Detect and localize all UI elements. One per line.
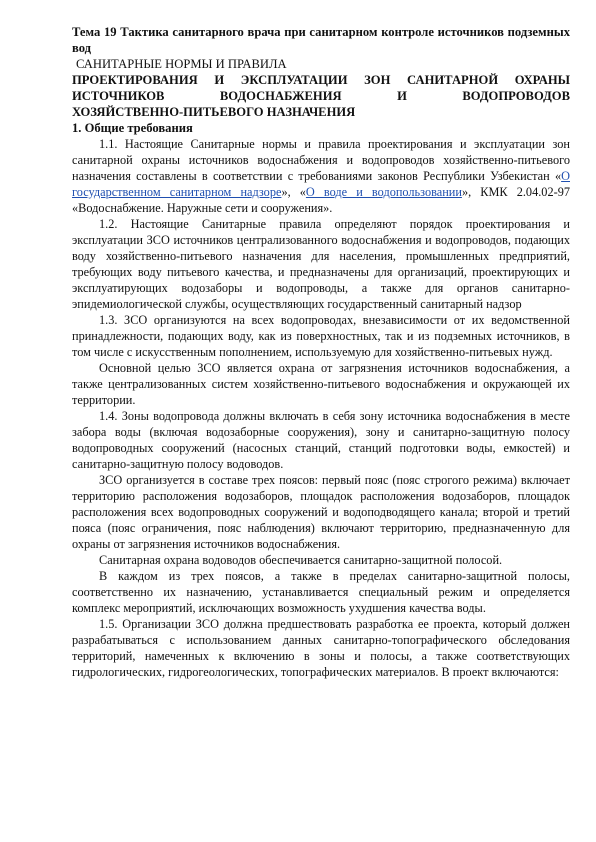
paragraph-three-belts: ЗСО организуется в составе трех поясов: первый пояс (пояс строгого режима) включает территорию расположения водозаборов, площадок расположения водозаборов, площадок расположения всех водопроводных сооружений и водоподводящего канала; второй и третий пояса (пояс ограничения, пояс наблюдения) включают территорию, предназначенную для охраны от загрязнения источников водоснабжения.	[72, 473, 570, 551]
paragraph-water-conduit-protection: Санитарная охрана водоводов обеспечивается санитарно-защитной полосой.	[99, 553, 503, 567]
paragraph-special-regime: В каждом из трех поясов, а также в пределах санитарно-защитной полосы, соответственно их назначению, устанавливается специальный режим и определяется комплекс мероприятий, исключающих возможность ухудшения качества воды.	[72, 569, 570, 615]
document-heading-continued: ХОЗЯЙСТВЕННО-ПИТЬЕВОГО НАЗНАЧЕНИЯ	[72, 105, 356, 119]
law-link-water-use[interactable]: О воде и водопользовании	[305, 185, 462, 199]
section-title: 1. Общие требования	[72, 121, 193, 135]
paragraph-1-1	[72, 136, 570, 216]
paragraph-1-3: 1.3. ЗСО организуются на всех водопроводах, внезависимости от их ведомственной принадлежности, подающих воду, как из поверхностных, так и из подземных источников, в том числе с искусственным пополнением, используемую для хозяйственно-питьевых нужд.	[72, 313, 570, 359]
paragraph-1-4: 1.4. Зоны водопровода должны включать в себя зону источника водоснабжения в месте забора воды (включая водозаборные сооружения), зону и санитарно-защитную полосу водопроводных сооружений (насосных станций, станций подготовки воды, емкостей) и санитарно-защитную полосу водоводов.	[72, 409, 570, 471]
paragraph-1-2: 1.2. Настоящие Санитарные правила определяют порядок проектирования и эксплуатации ЗСО источников централизованного водоснабжения и водопроводов, подающих воду хозяйственно-питьевого назначения для населения, промышленных предприятий, требующих воду питьевого качества, и предназначены для организаций, проектирующих и эксплуатирующих водозаборы и водопроводы, а также для органов санитарно-эпидемиологической службы, осуществляющих государственный санитарный надзор	[72, 217, 570, 311]
paragraph-text: 1.1. Настоящие Санитарные нормы и правила проектирования и эксплуатации зон санитарной охраны источников водоснабжения и водопроводов хозяйственно-питьевого назначения составлены в соответствии с требованиями законов Республики Узбекистан «	[72, 137, 570, 183]
paragraph-1-5: 1.5. Организации ЗСО должна предшествовать разработка ее проекта, который должен разрабатываться с использованием данных санитарно-топографического обследования территорий, намеченных к включению в зоны и полосы, а также соответствующих гидрологических, гидрогеологических, топографических материалов. В проект включаются:	[72, 617, 570, 679]
topic-title: Тема 19 Тактика санитарного врача при санитарном контроле источников подземных вод	[72, 25, 570, 55]
sanpin-subtitle: САНИТАРНЫЕ НОРМЫ И ПРАВИЛА	[76, 57, 287, 71]
paragraph-main-goal: Основной целью ЗСО является охрана от загрязнения источников водоснабжения, а также централизованных систем хозяйственно-питьевого водоснабжения и окружающей их территории.	[72, 361, 570, 407]
document-heading: ПРОЕКТИРОВАНИЯ И ЭКСПЛУАТАЦИИ ЗОН САНИТАРНОЙ ОХРАНЫ ИСТОЧНИКОВ ВОДОСНАБЖЕНИЯ И ВОДОПРОВОДОВ	[72, 73, 570, 103]
paragraph-text: », КМК 2.04.02-97 «Водоснабжение. Наружные сети и сооружения».	[72, 185, 570, 215]
paragraph-text: », «	[281, 185, 306, 199]
law-link-sanitary-supervision[interactable]: О государственном санитарном надзоре	[72, 169, 570, 199]
